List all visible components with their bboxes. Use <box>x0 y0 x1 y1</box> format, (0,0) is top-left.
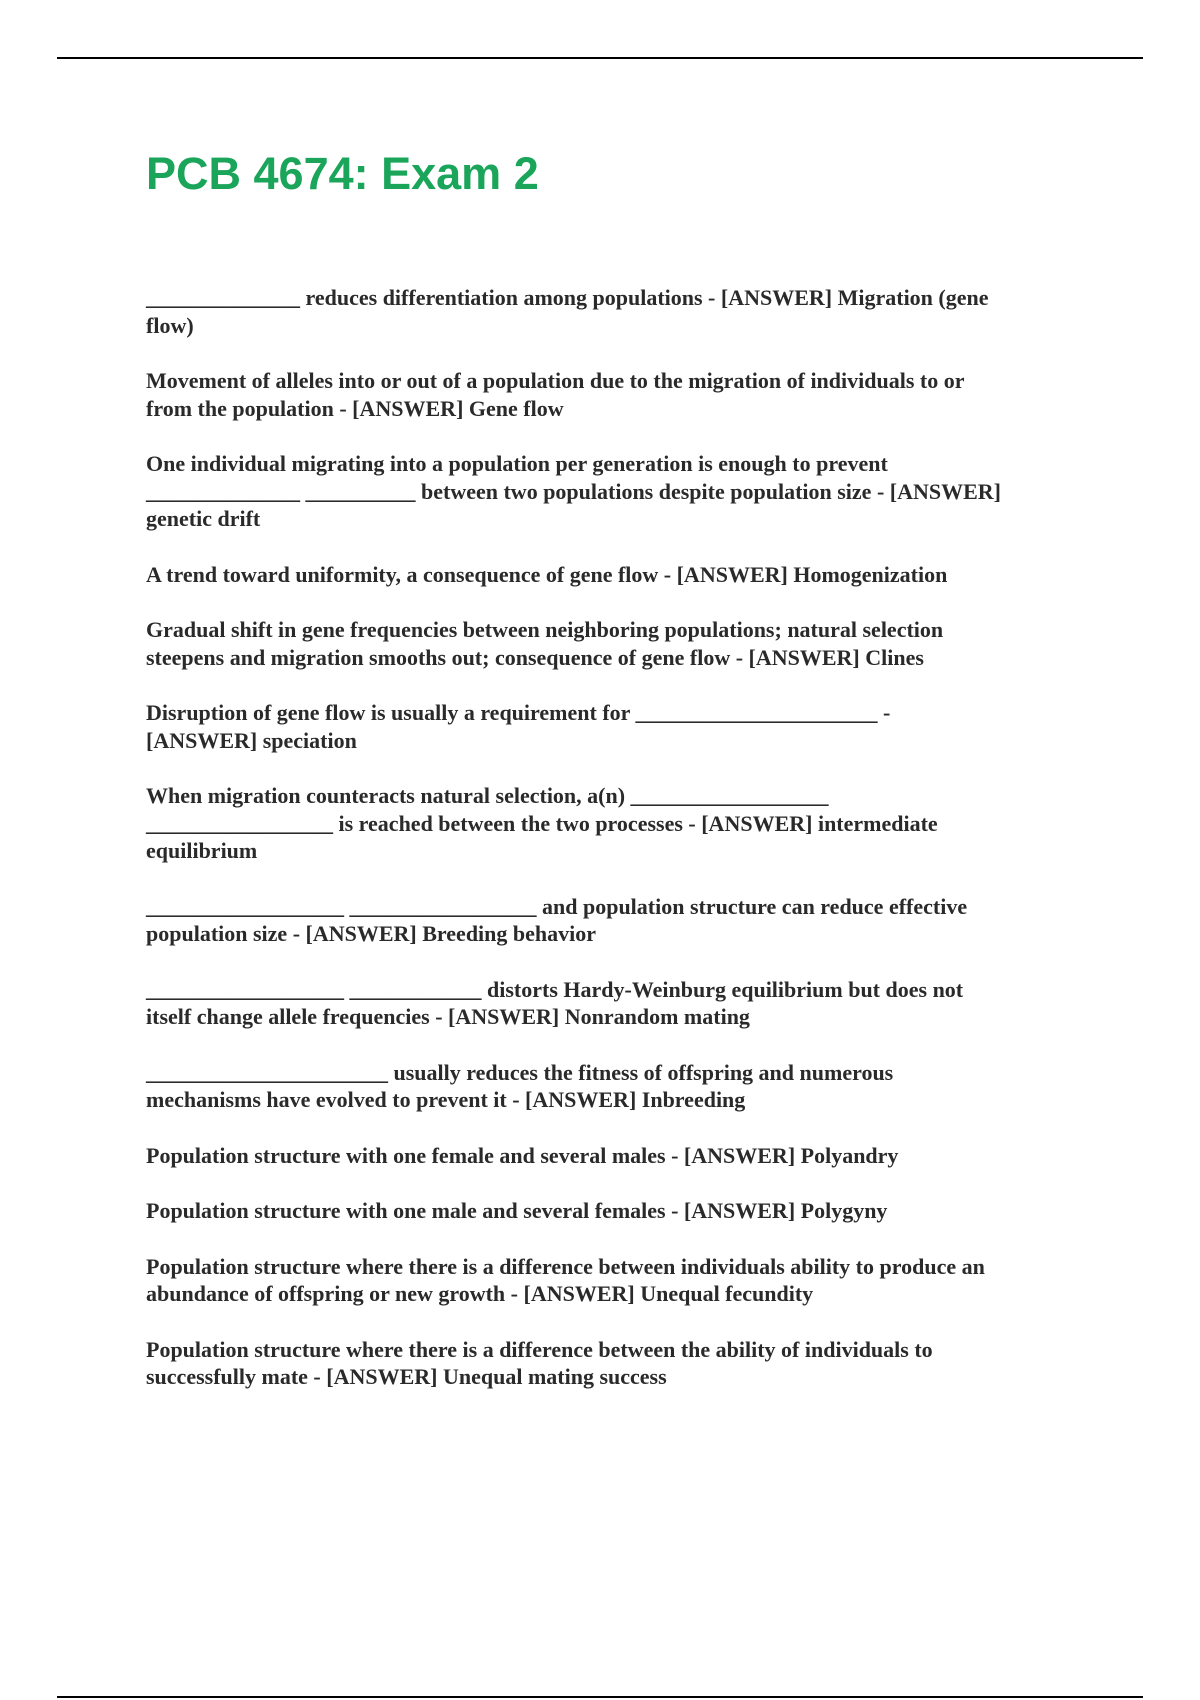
qa-item: ______________ reduces differentiation among populations - [ANSWER] Migration (gene flow) <box>146 285 989 338</box>
footer-rule <box>57 1696 1143 1698</box>
qa-item: Population structure with one male and several females - [ANSWER] Polygyny <box>146 1198 888 1223</box>
qa-item: Gradual shift in gene frequencies between neighboring populations; natural selection steepens and migration smooths out; consequence of gene flow - [ANSWER] Clines <box>146 617 944 670</box>
qa-item: __________________ _________________ and population structure can reduce effective population size - [ANSWER] Breeding behavior <box>146 893 968 946</box>
page-title: PCB 4674: Exam 2 <box>146 148 539 199</box>
qa-item: A trend toward uniformity, a consequence of gene flow - [ANSWER] Homogenization <box>146 561 948 587</box>
qa-item: When migration counteracts natural selection, a(n) __________________ _________________ is reached between the two processes - [ANSWER] intermediate equilibrium <box>146 783 938 863</box>
qa-item: One individual migrating into a population per generation is enough to prevent ______________ __________ between two populations despite population size - [ANSWER] genetic drift <box>146 451 1001 531</box>
qa-item: __________________ ____________ distorts Hardy-Weinburg equilibrium but does not itself change allele frequencies - [ANSWER] Nonrandom mating <box>146 976 964 1029</box>
qa-item: Movement of alleles into or out of a population due to the migration of individuals to or from the population - [ANSWER] Gene flow <box>146 368 965 421</box>
qa-item: Population structure with one female and several males - [ANSWER] Polyandry <box>146 1142 899 1168</box>
qa-item: ______________________ usually reduces the fitness of offspring and numerous mechanisms have evolved to prevent it - [ANSWER] Inbreeding <box>146 1059 894 1112</box>
qa-item: Population structure where there is a difference between individuals ability to produce an abundance of offspring or new growth - [ANSWER] Unequal fecundity <box>146 1253 985 1306</box>
qa-item: Disruption of gene flow is usually a requirement for ______________________ - [ANSWER] speciation <box>146 700 891 753</box>
qa-item: Population structure where there is a difference between the ability of individuals to successfully mate - [ANSWER] Unequal mating success <box>146 1336 933 1389</box>
header-rule <box>57 57 1143 59</box>
question-answer-list <box>146 284 1090 1419</box>
